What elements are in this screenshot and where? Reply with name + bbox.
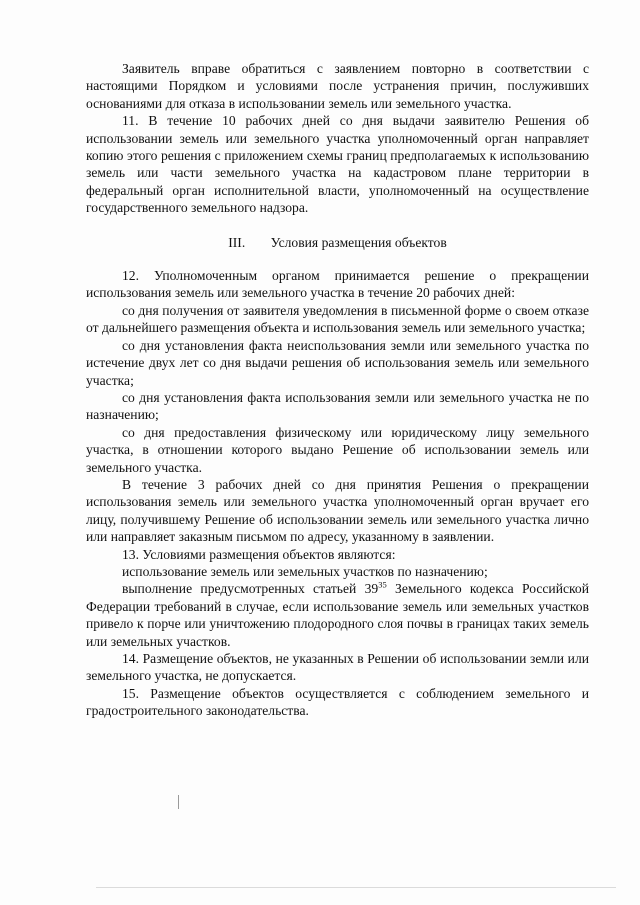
paragraph-reapply: Заявитель вправе обратиться с заявлением повторно в соответствии с настоящими Порядком и условиями после устранения причин, послуживших основаниями для отказа в использовании земель или земельного участка. bbox=[86, 61, 589, 111]
section-heading bbox=[86, 234, 589, 251]
paragraph-12-item-refusal: со дня получения от заявителя уведомления в письменной форме о своем отказе от дальнейшего размещения объекта и использования земель или земельного участка; bbox=[86, 302, 589, 336]
paragraph-14: 14. Размещение объектов, не указанных в Решении об использовании земли или земельного участка, не допускается. bbox=[86, 651, 589, 684]
article-39-superscript: 35 bbox=[378, 579, 387, 590]
section-number: III. bbox=[228, 234, 246, 250]
document-body bbox=[86, 60, 589, 720]
article-39-text-before: выполнение предусмотренных статьей 39 bbox=[122, 581, 379, 597]
section-title: Условия размещения объектов bbox=[270, 234, 447, 250]
paragraph-12-delivery: В течение 3 рабочих дней со дня принятия Решения о прекращении использования земель или земельного участка уполномоченный орган вручает его лицу, получившему Решение об использовании земель или земельного участка лично или направляет заказным письмом по адресу, указанному в заявлении. bbox=[86, 476, 589, 545]
paragraph-12-item-nonuse: со дня установления факта неиспользования земли или земельного участка по истечение двух лет со дня выдачи решения об использования земель или земельного участка; bbox=[86, 337, 589, 388]
paragraph-12: 12. Уполномоченным органом принимается решение о прекращении использования земель или земельного участка в течение 20 рабочих дней: bbox=[86, 268, 589, 301]
paragraph-12-item-grant: со дня предоставления физическому или юридическому лицу земельного участка, в отношении которого выдано Решение об использовании земель или земельного участка. bbox=[86, 424, 589, 475]
paragraph-15: 15. Размещение объектов осуществляется с соблюдением земельного и градостроительного законодательства. bbox=[86, 685, 589, 719]
scan-mark-middle bbox=[178, 795, 179, 809]
scan-line-bottom bbox=[96, 887, 616, 888]
paragraph-13-item-article-39 bbox=[86, 580, 589, 650]
article-39-text-after: Земельного кодекса Российской Федерации требований в случае, если использование земель или земельных участков привело к порче или уничтожению плодородного слоя почвы в границах таких земель или земельных участков. bbox=[86, 581, 589, 649]
paragraph-12-item-misuse: со дня установления факта использования земли или земельного участка не по назначению; bbox=[86, 389, 589, 423]
paragraph-13-item-purpose: использование земель или земельных участков по назначению; bbox=[122, 563, 488, 579]
paragraph-13: 13. Условиями размещения объектов являются: bbox=[122, 546, 396, 562]
paragraph-11: 11. В течение 10 рабочих дней со дня выдачи заявителю Решения об использовании земель или земельного участка уполномоченный орган направляет копию этого решения с приложением схемы границ предполагаемых к использованию земель или части земельного участка на кадастровом плане территории в федеральный орган исполнительной власти, уполномоченный на осуществление государственного земельного надзора. bbox=[86, 113, 589, 216]
